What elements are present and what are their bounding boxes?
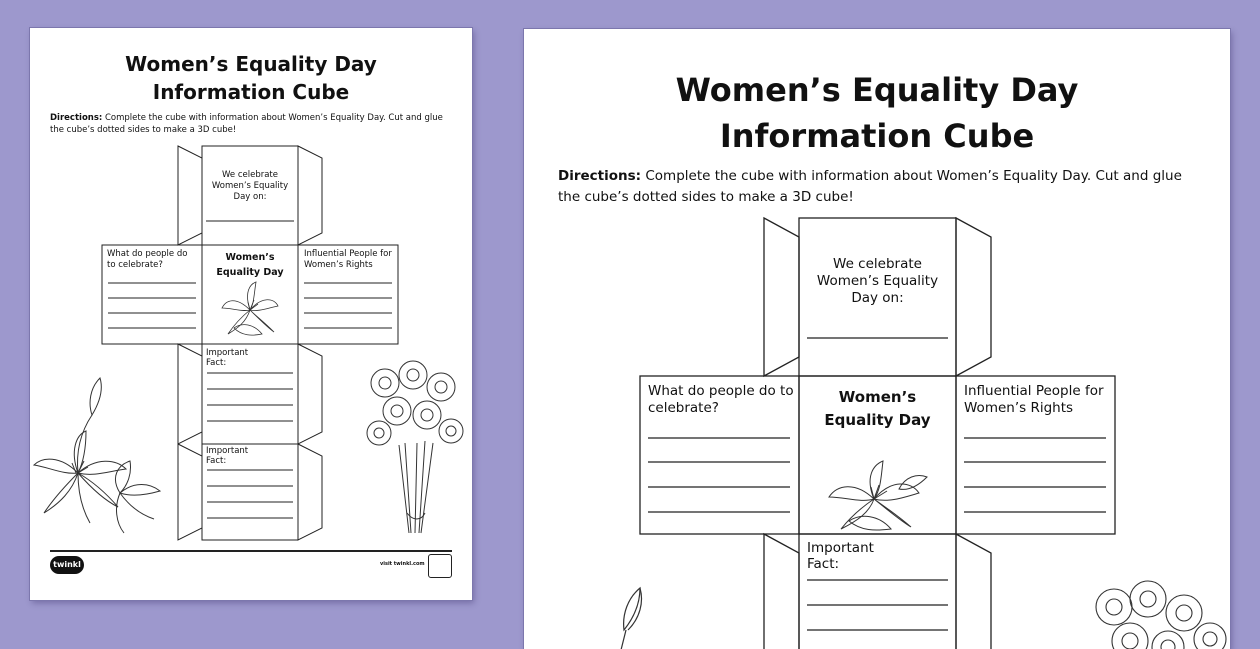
- face-important-fact-1: Important Fact:: [807, 540, 874, 572]
- face-how-celebrate: What do people do to celebrate?: [648, 383, 794, 416]
- worksheet-title: Women’s Equality Day Information Cube: [675, 71, 1079, 155]
- footer-divider: [50, 550, 452, 552]
- face-how-celebrate: What do people do to celebrate?: [107, 249, 188, 270]
- worksheet-zoomed[interactable]: [524, 29, 1230, 649]
- daffodil-bouquet-illustration: [1064, 577, 1230, 649]
- directions-text: Directions: Complete the cube with information about Women’s Equality Day. Cut and glue the cube’s dotted sides to make a 3D cube!: [50, 113, 443, 135]
- face-celebrate-date: We celebrate Women’s Equality Day on:: [211, 170, 289, 202]
- face-important-fact-1: Important Fact:: [206, 348, 249, 368]
- face-important-fact-2: Important Fact:: [206, 446, 249, 466]
- directions-text: Directions: Complete the cube with information about Women’s Equality Day. Cut and glue the cube’s dotted sides to make a 3D cube!: [558, 168, 1182, 205]
- twinkl-logo-icon: twinkl: [50, 556, 84, 574]
- worksheet-thumbnail[interactable]: [30, 28, 472, 600]
- visit-website-text: visit twinkl.com: [380, 561, 425, 567]
- face-center-title: Women’s Equality Day: [216, 252, 284, 278]
- lily-bud-illustration: [614, 584, 654, 649]
- lily-illustration: [30, 373, 170, 543]
- worksheet-title: Women’s Equality Day Information Cube: [125, 52, 377, 104]
- face-influential-people: Influential People for Women’s Rights: [964, 383, 1104, 416]
- daffodil-bouquet-illustration: [355, 353, 470, 543]
- lily-illustration: [819, 459, 934, 531]
- face-center-title: Women’s Equality Day: [824, 388, 931, 429]
- face-influential-people: Influential People for Women’s Rights: [304, 249, 392, 270]
- quality-badge-icon: [428, 554, 452, 578]
- lily-illustration: [214, 278, 286, 340]
- cube-net-outline: [524, 29, 1230, 649]
- face-celebrate-date: We celebrate Women’s Equality Day on:: [816, 256, 939, 306]
